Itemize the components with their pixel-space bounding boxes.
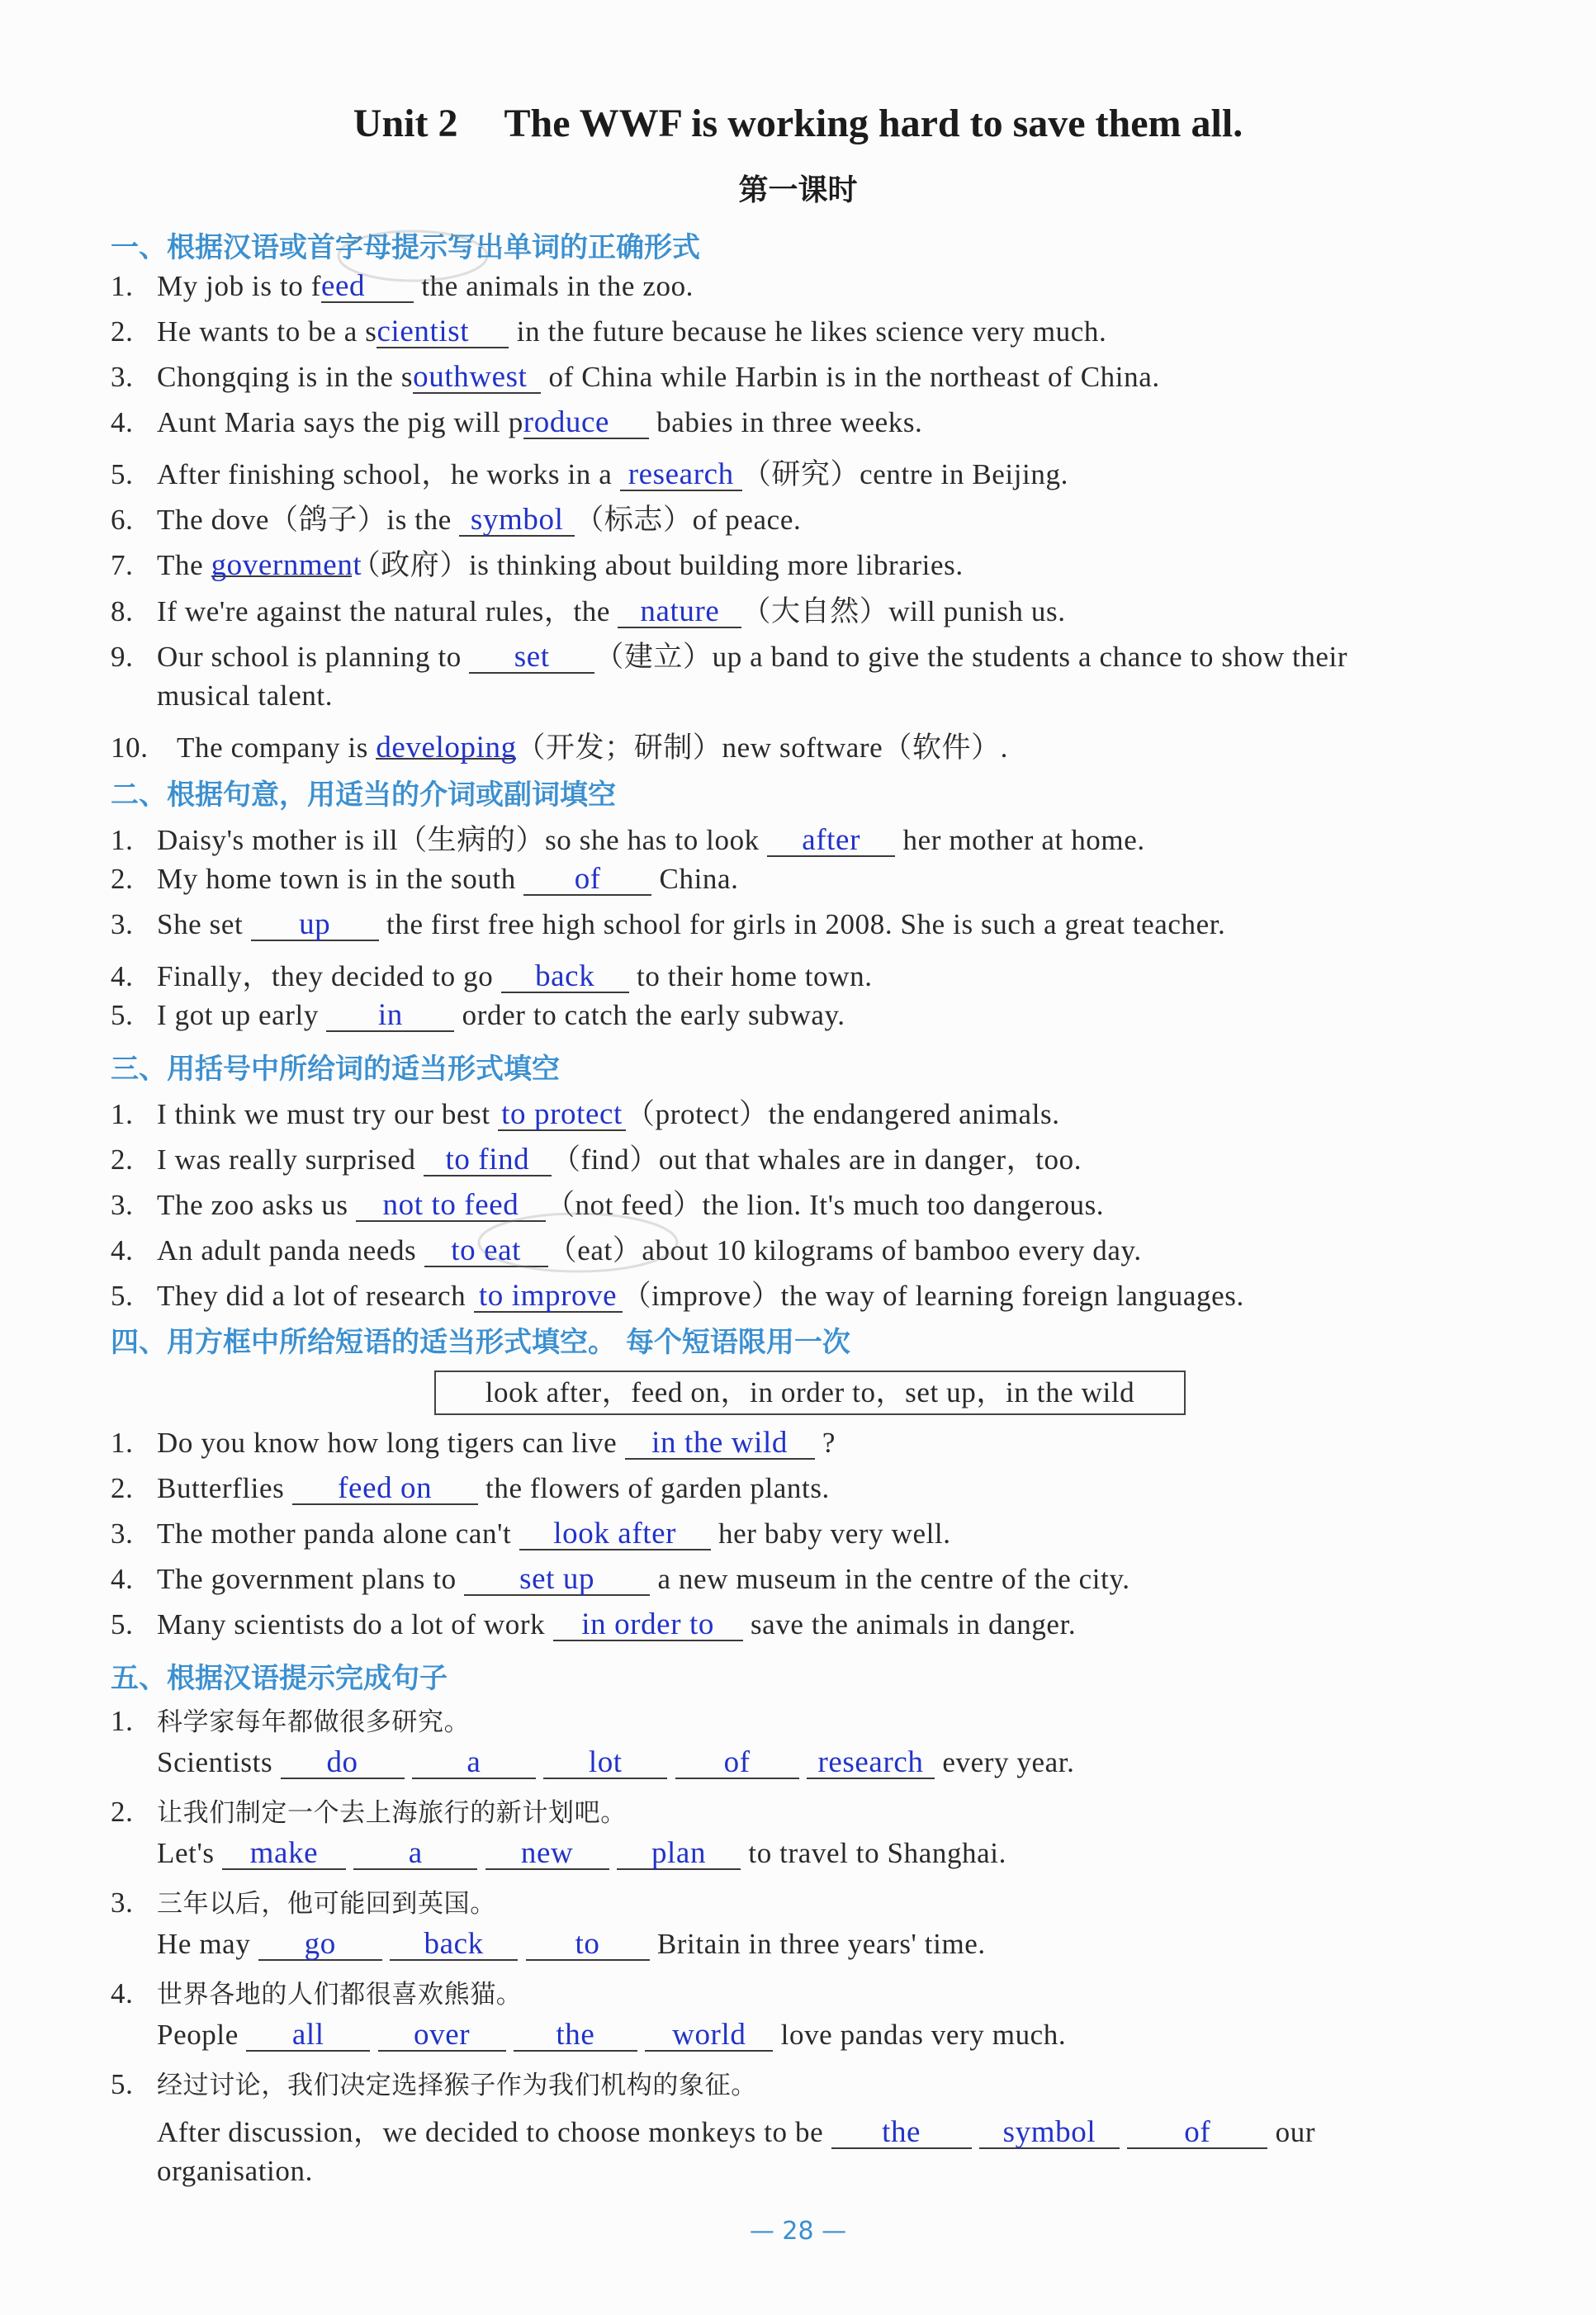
answer-blank[interactable]: government: [211, 548, 362, 582]
p3-item-4: 4. An adult panda needs to eat （eat）about 10 kilograms of bamboo every day.: [111, 1233, 1142, 1267]
section-2-heading: 二、根据句意，用适当的介词或副词填空: [111, 779, 616, 812]
p3-item-5: 5. They did a lot of research to improve （improve）the way of learning foreign languages.: [111, 1279, 1244, 1313]
answer-blank[interactable]: outhwest: [413, 362, 541, 394]
p1-item-7: 7. The government（政府）is thinking about building more libraries.: [111, 548, 964, 582]
answer-blank[interactable]: research: [807, 1748, 935, 1779]
answer-blank[interactable]: make: [222, 1839, 346, 1870]
p1-item-9-cont: musical talent.: [157, 679, 334, 712]
answer-blank[interactable]: new: [485, 1839, 609, 1870]
answer-blank[interactable]: lot: [543, 1748, 667, 1779]
p5-item-1-answer: Scientists do a lot of research every year.: [157, 1745, 1075, 1779]
answer-blank[interactable]: in order to: [553, 1610, 743, 1641]
p1-item-5: 5. After finishing school，he works in a research （研究）centre in Beijing.: [111, 457, 1068, 491]
p5-item-3-answer: He may go back to Britain in three years' time.: [157, 1927, 986, 1961]
answer-blank[interactable]: to find: [424, 1145, 552, 1176]
answer-blank[interactable]: to: [526, 1929, 650, 1961]
p1-item-1: 1. My job is to feed the animals in the zoo.: [111, 269, 694, 303]
answer-blank[interactable]: nature: [618, 597, 741, 628]
answer-blank[interactable]: to eat: [424, 1236, 548, 1267]
p1-item-4: 4. Aunt Maria says the pig will produce babies in three weeks.: [111, 405, 923, 439]
p2-item-3: 3. She set up the first free high school for girls in 2008. She is such a great teacher.: [111, 907, 1226, 941]
section-3-heading: 三、用括号中所给词的适当形式填空: [111, 1053, 560, 1086]
p1-item-3: 3. Chongqing is in the southwest of China while Harbin is in the northeast of China.: [111, 360, 1160, 394]
answer-blank[interactable]: of: [523, 864, 651, 896]
answer-blank[interactable]: back: [390, 1929, 518, 1961]
answer-blank[interactable]: research: [620, 460, 742, 491]
answer-blank[interactable]: back: [501, 962, 629, 993]
answer-blank[interactable]: a: [353, 1839, 477, 1870]
p5-item-3-prompt: 3. 三年以后，他可能回到英国。: [111, 1887, 496, 1919]
p5-item-5-cont: organisation.: [157, 2155, 313, 2187]
p5-item-4-prompt: 4. 世界各地的人们都很喜欢熊猫。: [111, 1977, 523, 2010]
p5-item-5-answer: After discussion，we decided to choose monkeys to be the symbol of our: [157, 2115, 1316, 2149]
answer-blank[interactable]: after: [767, 826, 895, 857]
answer-blank[interactable]: go: [258, 1929, 382, 1961]
answer-blank[interactable]: up: [251, 910, 379, 941]
answer-blank[interactable]: the: [831, 2118, 972, 2149]
answer-blank[interactable]: in the wild: [625, 1428, 815, 1460]
answer-blank[interactable]: a: [412, 1748, 536, 1779]
answer-blank[interactable]: of: [1127, 2118, 1267, 2149]
phrase-box: look after，feed on，in order to，set up，in the wild: [434, 1371, 1186, 1415]
p2-item-5: 5. I got up early in order to catch the early subway.: [111, 998, 845, 1032]
p5-item-5-prompt: 5. 经过讨论，我们决定选择猴子作为我们机构的象征。: [111, 2068, 757, 2100]
p2-item-4: 4. Finally，they decided to go back to their home town.: [111, 959, 873, 993]
answer-blank[interactable]: symbol: [979, 2118, 1120, 2149]
answer-blank[interactable]: over: [378, 2020, 506, 2052]
p2-item-2: 2. My home town is in the south of China.: [111, 862, 739, 896]
p1-item-10: 10. The company is developing（开发；研制）new software（软件）.: [111, 731, 1009, 765]
unit-title: Unit 2 The WWF is working hard to save them all.: [353, 102, 1243, 145]
p1-item-2: 2. He wants to be a scientist in the future because he likes science very much.: [111, 315, 1107, 348]
p4-item-3: 3. The mother panda alone can't look after her baby very well.: [111, 1517, 951, 1550]
answer-blank[interactable]: set up: [464, 1565, 650, 1596]
answer-blank[interactable]: eed: [321, 272, 414, 303]
answer-blank[interactable]: cientist: [377, 317, 509, 348]
section-5-heading: 五、根据汉语提示完成句子: [111, 1662, 448, 1695]
p3-item-3: 3. The zoo asks us not to feed （not feed）the lion. It's much too dangerous.: [111, 1188, 1105, 1222]
answer-blank[interactable]: to protect: [498, 1100, 626, 1131]
answer-blank[interactable]: to improve: [474, 1281, 623, 1313]
page-number: — 28 —: [749, 2217, 847, 2246]
p1-item-8: 8. If we're against the natural rules，the nature （大自然）will punish us.: [111, 594, 1066, 628]
p2-item-1: 1. Daisy's mother is ill（生病的）so she has to look after her mother at home.: [111, 823, 1145, 857]
p3-item-2: 2. I was really surprised to find （find）out that whales are in danger，too.: [111, 1143, 1082, 1176]
answer-blank[interactable]: not to feed: [356, 1191, 546, 1222]
section-1-heading: 一、根据汉语或首字母提示写出单词的正确形式: [111, 231, 700, 264]
p5-item-2-prompt: 2. 让我们制定一个去上海旅行的新计划吧。: [111, 1796, 627, 1828]
answer-blank[interactable]: roduce: [523, 408, 649, 439]
answer-blank[interactable]: feed on: [292, 1474, 478, 1505]
p5-item-1-prompt: 1. 科学家每年都做很多研究。: [111, 1705, 471, 1737]
lesson-title: 第一课时: [738, 173, 858, 207]
answer-blank[interactable]: plan: [617, 1839, 741, 1870]
p4-item-1: 1. Do you know how long tigers can live in the wild ?: [111, 1426, 836, 1460]
p1-item-6: 6. The dove（鸽子）is the symbol （标志）of peace.: [111, 503, 802, 537]
p5-item-4-answer: People all over the world love pandas very much.: [157, 2018, 1067, 2052]
p3-item-1: 1. I think we must try our best to protect （protect）the endangered animals.: [111, 1097, 1060, 1131]
answer-blank[interactable]: the: [514, 2020, 637, 2052]
p1-item-9: 9. Our school is planning to set （建立）up a band to give the students a chance to show their: [111, 640, 1348, 674]
answer-blank[interactable]: do: [281, 1748, 405, 1779]
answer-blank[interactable]: in: [326, 1001, 454, 1032]
answer-blank[interactable]: of: [675, 1748, 799, 1779]
answer-blank[interactable]: developing: [376, 731, 517, 765]
answer-blank[interactable]: world: [645, 2020, 773, 2052]
section-4-heading: 四、用方框中所给短语的适当形式填空。 每个短语限用一次: [111, 1326, 850, 1359]
p4-item-2: 2. Butterflies feed on the flowers of garden plants.: [111, 1471, 830, 1505]
answer-blank[interactable]: look after: [519, 1519, 711, 1550]
p5-item-2-answer: Let's make a new plan to travel to Shanghai.: [157, 1836, 1006, 1870]
p4-item-5: 5. Many scientists do a lot of work in order to save the animals in danger.: [111, 1607, 1077, 1641]
p4-item-4: 4. The government plans to set up a new museum in the centre of the city.: [111, 1562, 1130, 1596]
answer-blank[interactable]: symbol: [459, 505, 575, 537]
answer-blank[interactable]: set: [469, 642, 594, 674]
answer-blank[interactable]: all: [246, 2020, 370, 2052]
